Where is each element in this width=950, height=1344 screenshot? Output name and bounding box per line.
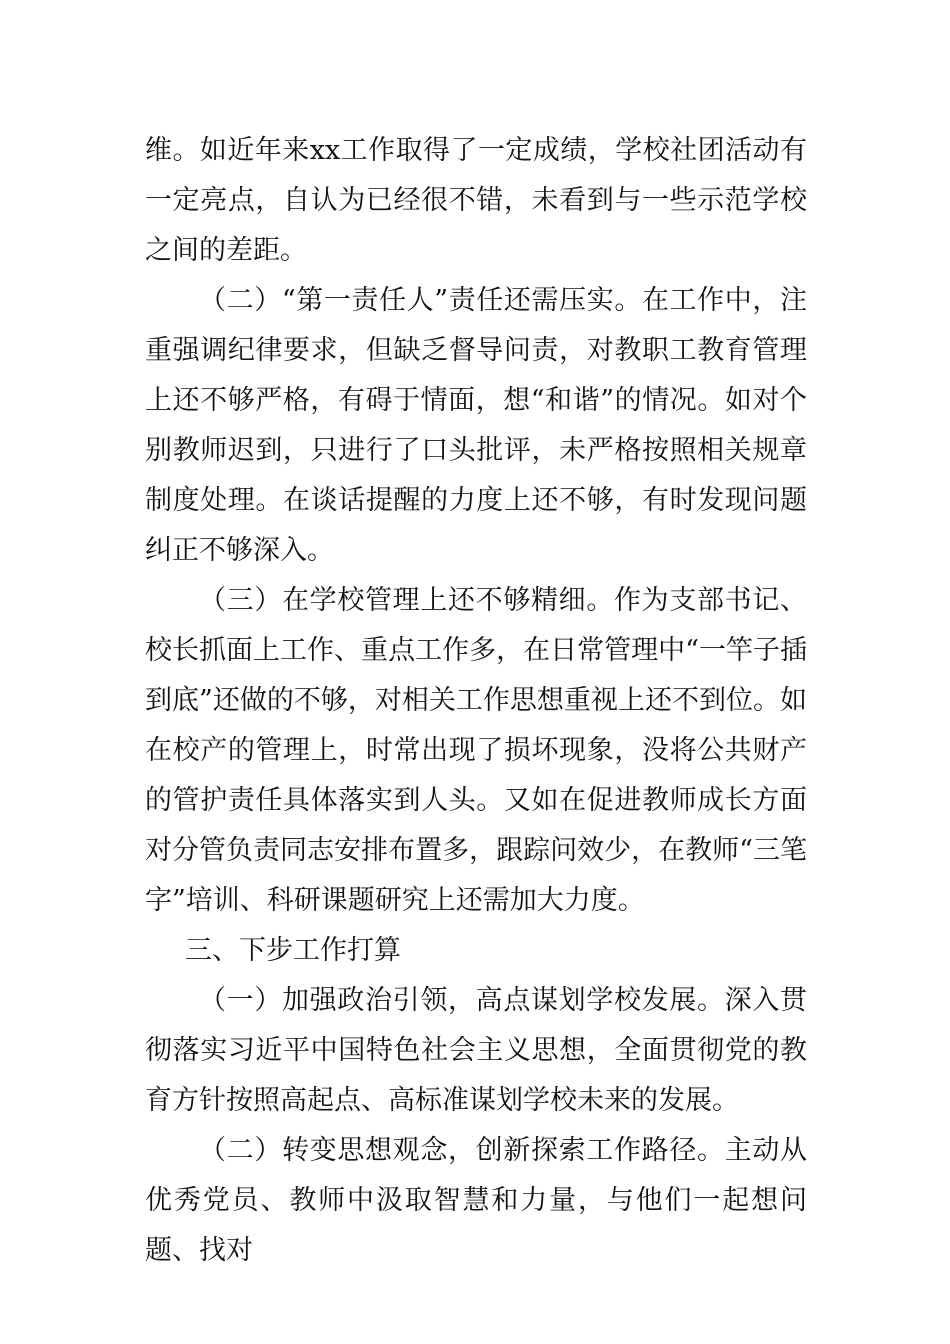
paragraph-first-responsible-person: （二）“第一责任人”责任还需压实。在工作中，注重强调纪律要求，但缺乏督导问责，对教职工教育管理上还不够严格，有碍于情面，想“和谐”的情况。如对个别教师迟到，只进行了口头批评，未严格按照相关规章制度处理。在谈话提醒的力度上还不够，有时发现问题纠正不够深入。 <box>145 285 807 566</box>
paragraph-political-guidance: （一）加强政治引领，高点谋划学校发展。深入贯彻落实习近平中国特色社会主义思想，全面贯彻党的教育方针按照高起点、高标准谋划学校未来的发展。 <box>145 985 807 1116</box>
paragraph-continuation: 维。如近年来xx工作取得了一定成绩，学校社团活动有一定亮点，自认为已经很不错，未看到与一些示范学校之间的差距。 <box>145 135 807 266</box>
paragraph-change-mindset: （二）转变思想观念，创新探索工作路径。主动从优秀党员、教师中汲取智慧和力量，与他们一起想问题、找对 <box>145 1135 807 1266</box>
document-body <box>145 126 807 1276</box>
section-heading-next-steps: 三、下步工作打算 <box>185 935 401 966</box>
paragraph-school-management: （三）在学校管理上还不够精细。作为支部书记、校长抓面上工作、重点工作多，在日常管理中“一竿子插到底”还做的不够，对相关工作思想重视上还不到位。如在校产的管理上，时常出现了损坏现象，没将公共财产的管护责任具体落实到人头。又如在促进教师成长方面对分管负责同志安排布置多，跟踪问效少，在教师“三笔字”培训、科研课题研究上还需加大力度。 <box>145 585 807 916</box>
